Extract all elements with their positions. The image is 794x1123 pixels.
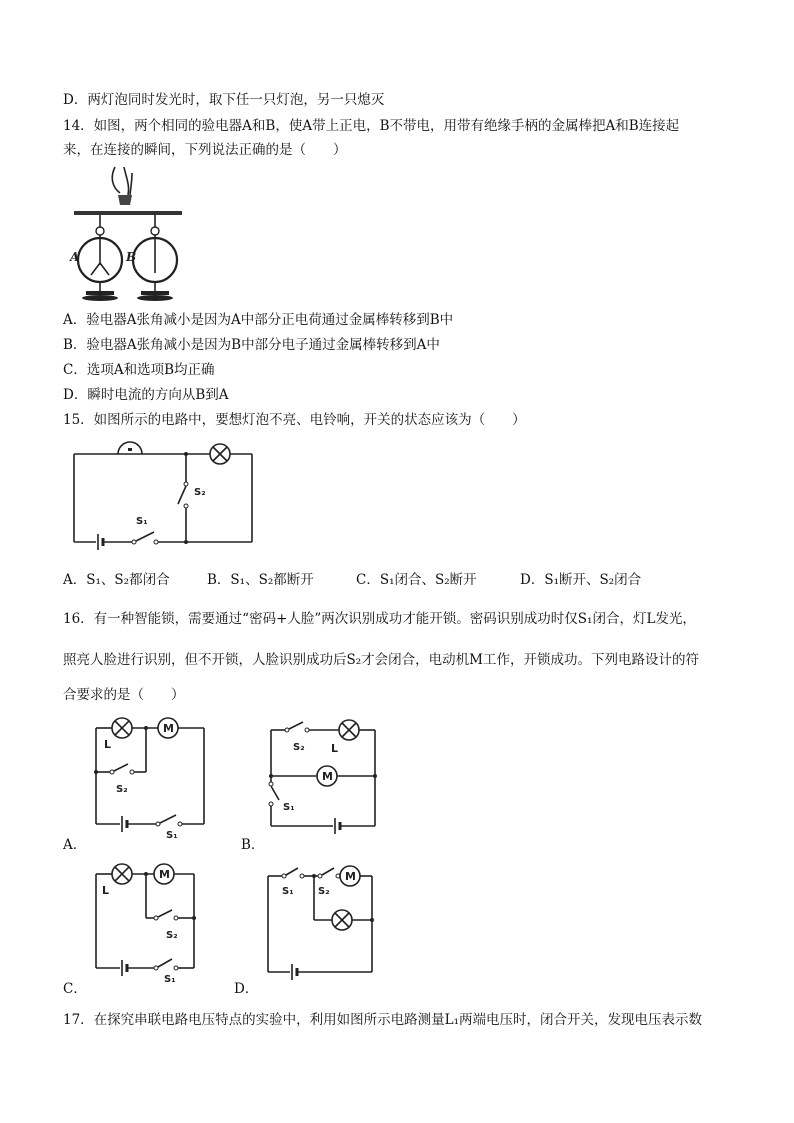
q16-stem-line3: 合要求的是（ ）: [63, 687, 185, 703]
fig-label-s2: S₂: [194, 487, 206, 498]
fig-label-s1: S₁: [136, 516, 148, 527]
lamp-l: L: [331, 742, 339, 755]
q14-option-b: B．验电器A张角减小是因为B中部分电子通过金属棒转移到A中: [63, 337, 440, 353]
switch-s1: S₁: [164, 974, 176, 985]
q15-circuit-figure: [70, 432, 260, 554]
motor-m: M: [322, 770, 333, 783]
q15-stem: 15．如图所示的电路中，要想灯泡不亮、电铃响，开关的状态应该为（ ）: [63, 412, 526, 428]
q16-circuit-c: [90, 856, 210, 985]
q14-stem-line1: 14．如图，两个相同的验电器A和B，使A带上正电，B不带电，用带有绝缘手柄的金属棒把A和B连接起: [63, 118, 680, 134]
fig-label-a: A: [70, 250, 80, 264]
q16-option-d-label: D．: [234, 981, 259, 997]
switch-s2: S₂: [293, 742, 305, 753]
q17-stem-line1: 17．在探究串联电路电压特点的实验中，利用如图所示电路测量L₁两端电压时，闭合开关，发现电压表示数: [63, 1012, 703, 1028]
q15-options: [63, 568, 743, 586]
switch-s1: S₁: [282, 886, 294, 897]
switch-s1: S₁: [166, 830, 178, 841]
q15-option-d: D．S₁断开、S₂闭合: [520, 572, 642, 588]
motor-m: M: [345, 870, 356, 883]
q16-circuit-b: [265, 714, 385, 834]
motor-m: M: [163, 722, 174, 735]
q16-circuit-a: [90, 712, 210, 841]
q16-option-c-label: C．: [63, 981, 87, 997]
q15-option-c: C．S₁闭合、S₂断开: [356, 572, 477, 588]
q15-option-a: A．S₁、S₂都闭合: [63, 572, 170, 588]
q14-option-c: C．选项A和选项B均正确: [63, 362, 215, 378]
q15-option-b: B．S₁、S₂都断开: [207, 572, 314, 588]
q14-electroscope-figure: [60, 165, 190, 305]
q13-option-d: D．两灯泡同时发光时，取下任一只灯泡，另一只熄灭: [63, 92, 385, 108]
q16-option-a-label: A．: [63, 837, 87, 853]
q14-option-d: D．瞬时电流的方向从B到A: [63, 387, 229, 403]
q16-option-b-label: B．: [241, 837, 265, 853]
fig-label-b: B: [126, 250, 137, 264]
switch-s2: S₂: [318, 886, 330, 897]
q16-stem-line2: 照亮人脸进行识别，但不开锁，人脸识别成功后S₂才会闭合，电动机M工作，开锁成功。下列电路设计的符: [63, 652, 699, 668]
q14-stem-line2: 来，在连接的瞬间，下列说法正确的是（ ）: [63, 142, 347, 158]
switch-s2: S₂: [116, 784, 128, 795]
switch-s1: S₁: [283, 802, 295, 813]
lamp-l: L: [104, 738, 112, 751]
q14-option-a: A．验电器A张角减小是因为A中部分正电荷通过金属棒转移到B中: [63, 312, 454, 328]
switch-s2: S₂: [166, 930, 178, 941]
q16-stem-line1: 16．有一种智能锁，需要通过“密码+人脸”两次识别成功才能开锁。密码识别成功时仅S₁闭合，灯L发光，: [63, 611, 696, 627]
q16-circuit-d: [262, 860, 382, 980]
lamp-l: L: [102, 884, 110, 897]
motor-m: M: [159, 868, 170, 881]
